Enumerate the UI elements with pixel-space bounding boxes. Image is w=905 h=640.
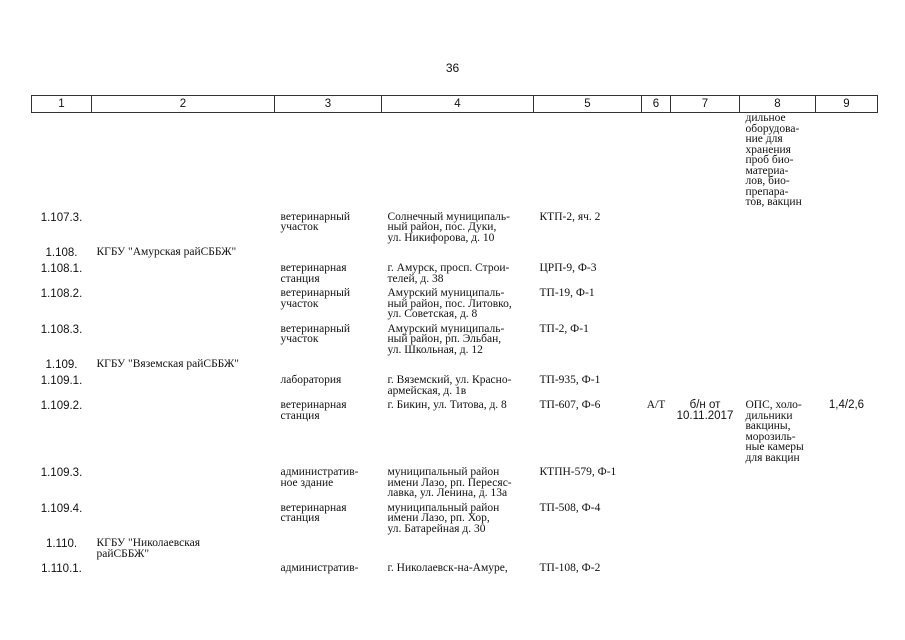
cell-col6-cell	[642, 287, 671, 323]
address-cell	[382, 358, 534, 374]
address-cell: Амурский муниципаль- ный район, рп. Эльбан, ул. Школьная, д. 12	[387, 322, 505, 356]
column-header: 3	[275, 96, 382, 113]
cell-col6-cell	[642, 211, 671, 247]
load-cell	[816, 287, 878, 323]
table-row	[32, 246, 878, 262]
address-cell: Амурский муниципаль- ный район, пос. Литовко, ул. Советская, д. 8	[387, 287, 512, 320]
object-type-cell: административ-	[280, 562, 359, 574]
table-body	[32, 113, 878, 579]
object-type-cell: лаборатория	[280, 374, 342, 386]
data-table	[31, 95, 878, 578]
load-cell	[816, 358, 878, 374]
row-number-cell: 1.109.2.	[40, 400, 83, 412]
address-cell: муниципальный район имени Лазо, рп. Хор, ул. Батарейная д. 30	[387, 501, 500, 535]
feeder-cell: ТП-607, Ф-6	[539, 399, 601, 411]
address-cell	[382, 246, 534, 262]
feeder-cell	[534, 358, 642, 374]
cell-col6-cell	[642, 246, 671, 262]
table-row	[32, 502, 878, 538]
cell-col6-cell	[642, 562, 671, 578]
equipment-cell	[740, 262, 816, 287]
cell-col7-cell	[671, 502, 740, 538]
load-cell	[816, 562, 878, 578]
row-number-cell: 1.109.	[45, 359, 78, 371]
column-header: 4	[382, 96, 534, 113]
column-header: 7	[671, 96, 740, 113]
cell-col6-cell: А/Т	[646, 399, 666, 411]
load-cell	[816, 113, 878, 211]
page-number: 36	[445, 61, 460, 75]
cell-col7-cell	[671, 287, 740, 323]
cell-col6-cell	[642, 466, 671, 502]
address-cell	[382, 537, 534, 562]
cell-col7-cell	[671, 323, 740, 359]
row-number-cell: 1.109.4.	[40, 502, 83, 515]
row-number-cell: 1.108.3.	[40, 323, 83, 336]
row-number-cell: 1.110.	[45, 538, 78, 550]
feeder-cell: ТП-2, Ф-1	[539, 322, 589, 335]
object-type-cell: ветеринарная станция	[280, 501, 347, 524]
equipment-cell	[740, 211, 816, 247]
table-row	[32, 287, 878, 323]
table-row	[32, 562, 878, 578]
table-row	[32, 262, 878, 287]
column-header: 9	[816, 96, 878, 113]
organization-cell	[92, 262, 275, 287]
organization-cell: КГБУ "Вяземская райСББЖ"	[96, 358, 239, 370]
equipment-cell	[740, 358, 816, 374]
organization-cell	[92, 323, 275, 359]
organization-cell	[92, 113, 275, 211]
table-row	[32, 537, 878, 562]
object-type-cell	[275, 537, 382, 562]
table-row	[32, 399, 878, 466]
cell-col7-cell: б/н от 10.11.2017	[676, 399, 734, 422]
equipment-cell	[740, 287, 816, 323]
feeder-cell: ТП-935, Ф-1	[539, 374, 601, 386]
address-cell: Солнечный муниципаль- ный район, пос. Дуки, ул. Никифорова, д. 10	[387, 210, 510, 244]
cell-col6-cell	[642, 502, 671, 538]
object-type-cell: ветеринарный участок	[280, 210, 351, 233]
equipment-cell	[740, 466, 816, 502]
equipment-cell	[740, 502, 816, 538]
object-type-cell: ветеринарная станция	[280, 262, 347, 285]
feeder-cell	[534, 246, 642, 262]
equipment-cell	[740, 537, 816, 562]
cell-col7-cell	[671, 358, 740, 374]
organization-cell	[92, 562, 275, 578]
equipment-cell: ОПС, холо- дильники вакцины, морозиль- ные камеры для вакцин	[745, 399, 804, 464]
equipment-cell	[740, 323, 816, 359]
feeder-cell: ЦРП-9, Ф-3	[539, 262, 597, 274]
feeder-cell	[534, 537, 642, 562]
table-header	[32, 96, 878, 113]
organization-cell	[92, 502, 275, 538]
table-row	[32, 358, 878, 374]
organization-cell	[92, 466, 275, 502]
column-header: 6	[642, 96, 671, 113]
equipment-cell	[740, 374, 816, 399]
address-cell: г. Бикин, ул. Титова, д. 8	[387, 399, 507, 411]
address-cell: г. Амурск, просп. Строи- телей, д. 38	[387, 262, 510, 285]
column-header: 5	[534, 96, 642, 113]
cell-col6-cell	[642, 113, 671, 211]
table-row	[32, 374, 878, 399]
load-cell	[816, 466, 878, 502]
row-number-cell: 1.110.1.	[41, 563, 82, 575]
table-row	[32, 323, 878, 359]
cell-col7-cell	[671, 466, 740, 502]
cell-col7-cell	[671, 246, 740, 262]
load-cell	[816, 211, 878, 247]
column-header: 2	[92, 96, 275, 113]
cell-col7-cell	[671, 374, 740, 399]
load-cell	[816, 323, 878, 359]
organization-cell	[92, 287, 275, 323]
object-type-cell: административ- ное здание	[280, 466, 359, 489]
equipment-cell	[740, 246, 816, 262]
load-cell	[816, 502, 878, 538]
feeder-cell: ТП-508, Ф-4	[539, 501, 601, 514]
feeder-cell: КТПН-579, Ф-1	[539, 466, 617, 478]
object-type-cell: ветеринарная станция	[280, 399, 347, 422]
equipment-cell	[740, 562, 816, 578]
cell-col7-cell	[671, 562, 740, 578]
feeder-cell	[534, 113, 642, 211]
feeder-cell: КТП-2, яч. 2	[539, 210, 601, 223]
column-header: 1	[32, 96, 92, 113]
object-type-cell: ветеринарный участок	[280, 287, 351, 310]
row-number-cell: 1.109.1.	[40, 375, 83, 387]
address-cell	[382, 113, 534, 211]
load-cell	[816, 537, 878, 562]
organization-cell	[92, 399, 275, 466]
feeder-cell: ТП-108, Ф-2	[539, 562, 601, 574]
table-row	[32, 113, 878, 211]
cell-col6-cell	[642, 537, 671, 562]
organization-cell	[92, 211, 275, 247]
cell-col7-cell	[671, 113, 740, 211]
equipment-cell: дильное оборудова- ние для хранения проб био- материа- лов, био- препара- тов, вакцин	[745, 112, 802, 208]
table-row	[32, 211, 878, 247]
organization-cell: КГБУ "Николаевская райСББЖ"	[96, 537, 201, 560]
row-number-cell: 1.109.3.	[40, 467, 83, 479]
cell-col7-cell	[671, 211, 740, 247]
address-cell: муниципальный район имени Лазо, рп. Пересяс- лавка, ул. Ленина, д. 13а	[387, 466, 512, 499]
feeder-cell: ТП-19, Ф-1	[539, 287, 595, 299]
object-type-cell	[275, 358, 382, 374]
cell-col7-cell	[671, 262, 740, 287]
cell-col6-cell	[642, 358, 671, 374]
column-header: 8	[740, 96, 816, 113]
row-number-cell: 1.108.	[45, 247, 78, 259]
row-number-cell: 1.107.3.	[40, 211, 83, 224]
row-number-cell: 1.108.1.	[40, 263, 83, 275]
table-row	[32, 466, 878, 502]
load-cell	[816, 374, 878, 399]
organization-cell	[92, 374, 275, 399]
cell-col7-cell	[671, 537, 740, 562]
load-cell	[816, 262, 878, 287]
row-number-cell: 1.108.2.	[40, 288, 83, 300]
load-cell: 1,4/2,6	[828, 399, 865, 411]
address-cell: г. Вяземский, ул. Красно- армейская, д. 1в	[387, 374, 512, 397]
address-cell: г. Николаевск-на-Амуре,	[387, 562, 508, 574]
cell-col6-cell	[642, 262, 671, 287]
cell-col6-cell	[642, 374, 671, 399]
cell-col6-cell	[642, 323, 671, 359]
row-number-cell	[32, 113, 92, 211]
object-type-cell	[275, 113, 382, 211]
object-type-cell: ветеринарный участок	[280, 322, 351, 345]
object-type-cell	[275, 246, 382, 262]
organization-cell: КГБУ "Амурская райСББЖ"	[96, 246, 237, 258]
load-cell	[816, 246, 878, 262]
